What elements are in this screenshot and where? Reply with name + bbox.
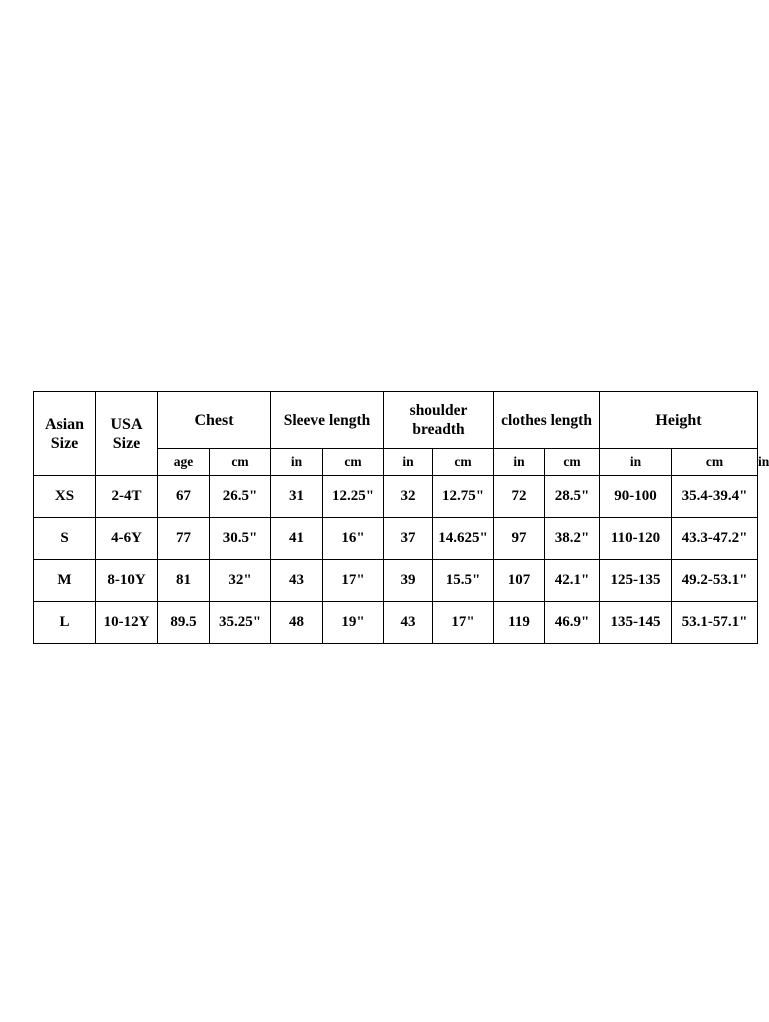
unit-shoulder-cm: cm	[433, 449, 494, 476]
cell-chest-cm: 67	[158, 476, 210, 518]
cell-shoulder-cm: 39	[384, 560, 433, 602]
cell-shoulder-cm: 37	[384, 518, 433, 560]
unit-clothes-in: in	[600, 449, 672, 476]
cell-usa-size: 4-6Y	[96, 518, 158, 560]
cell-asian-size: M	[34, 560, 96, 602]
cell-sleeve-cm: 48	[271, 602, 323, 644]
cell-sleeve-in: 16"	[323, 518, 384, 560]
cell-sleeve-cm: 43	[271, 560, 323, 602]
cell-chest-cm: 77	[158, 518, 210, 560]
cell-asian-size: L	[34, 602, 96, 644]
table-body	[34, 476, 758, 644]
cell-usa-size: 8-10Y	[96, 560, 158, 602]
cell-usa-size: 2-4T	[96, 476, 158, 518]
cell-shoulder-in: 15.5"	[433, 560, 494, 602]
unit-height-cm: cm	[672, 449, 758, 476]
cell-shoulder-in: 17"	[433, 602, 494, 644]
cell-chest-cm: 89.5	[158, 602, 210, 644]
unit-age: age	[158, 449, 210, 476]
cell-usa-size: 10-12Y	[96, 602, 158, 644]
size-chart-table	[33, 391, 769, 644]
cell-clothes-cm: 107	[494, 560, 545, 602]
unit-shoulder-in: in	[494, 449, 545, 476]
cell-height-in: 53.1-57.1"	[672, 602, 758, 644]
cell-height-cm: 110-120	[600, 518, 672, 560]
table-row	[34, 560, 758, 602]
cell-height-cm: 125-135	[600, 560, 672, 602]
unit-clothes-cm: cm	[545, 449, 600, 476]
header-chest: Chest	[158, 392, 271, 449]
size-chart-container	[33, 391, 769, 644]
cell-height-cm: 90-100	[600, 476, 672, 518]
cell-chest-in: 32"	[210, 560, 271, 602]
unit-sleeve-in: in	[384, 449, 433, 476]
cell-chest-in: 30.5"	[210, 518, 271, 560]
cell-shoulder-cm: 43	[384, 602, 433, 644]
cell-sleeve-in: 12.25"	[323, 476, 384, 518]
cell-sleeve-cm: 31	[271, 476, 323, 518]
header-usa-size: USA Size	[96, 392, 158, 476]
unit-chest-in: in	[271, 449, 323, 476]
header-sleeve-length: Sleeve length	[271, 392, 384, 449]
cell-height-in: 49.2-53.1"	[672, 560, 758, 602]
cell-asian-size: XS	[34, 476, 96, 518]
cell-shoulder-cm: 32	[384, 476, 433, 518]
cell-clothes-cm: 119	[494, 602, 545, 644]
cell-clothes-in: 42.1"	[545, 560, 600, 602]
cell-height-in: 35.4-39.4"	[672, 476, 758, 518]
cell-chest-in: 35.25"	[210, 602, 271, 644]
table-header-units-row: age cm in cm in cm in cm in cm in	[34, 449, 758, 476]
cell-sleeve-cm: 41	[271, 518, 323, 560]
header-asian-size: Asian Size	[34, 392, 96, 476]
cell-shoulder-in: 12.75"	[433, 476, 494, 518]
unit-sleeve-cm: cm	[323, 449, 384, 476]
header-shoulder-breadth: shoulder breadth	[384, 392, 494, 449]
table-row	[34, 602, 758, 644]
cell-asian-size: S	[34, 518, 96, 560]
cell-shoulder-in: 14.625"	[433, 518, 494, 560]
cell-chest-cm: 81	[158, 560, 210, 602]
table-row	[34, 476, 758, 518]
cell-chest-in: 26.5"	[210, 476, 271, 518]
cell-clothes-cm: 72	[494, 476, 545, 518]
cell-height-in: 43.3-47.2"	[672, 518, 758, 560]
cell-clothes-in: 28.5"	[545, 476, 600, 518]
cell-clothes-cm: 97	[494, 518, 545, 560]
cell-clothes-in: 46.9"	[545, 602, 600, 644]
cell-height-cm: 135-145	[600, 602, 672, 644]
cell-sleeve-in: 17"	[323, 560, 384, 602]
unit-chest-cm: cm	[210, 449, 271, 476]
header-clothes-length: clothes length	[494, 392, 600, 449]
cell-sleeve-in: 19"	[323, 602, 384, 644]
table-header-group-row	[34, 392, 758, 449]
header-height: Height	[600, 392, 758, 449]
cell-clothes-in: 38.2"	[545, 518, 600, 560]
table-row	[34, 518, 758, 560]
